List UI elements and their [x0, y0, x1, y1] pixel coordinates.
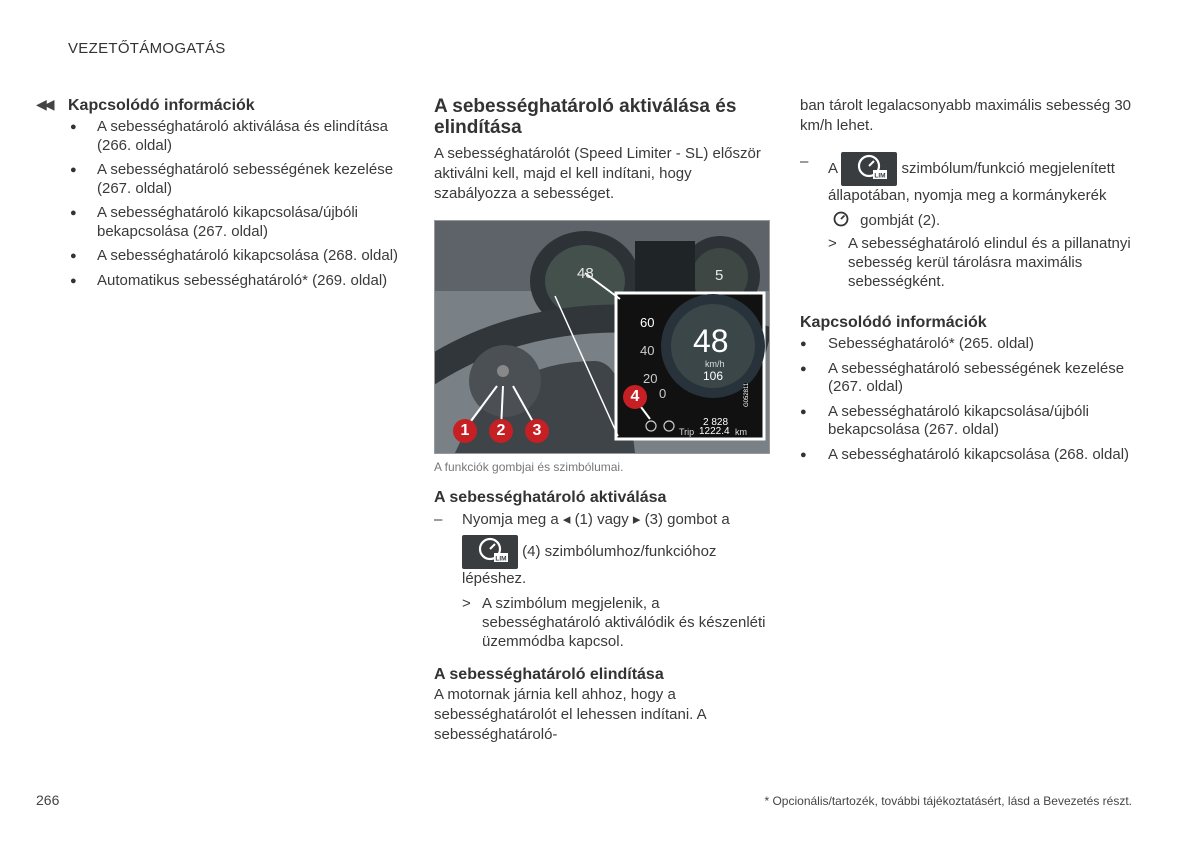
main-column [434, 96, 774, 745]
activate-heading: A sebességhatároló aktiválása [434, 489, 667, 506]
link-item[interactable]: ● A sebességhatároló kikapcsolása (268. oldal) [36, 247, 406, 266]
link-item[interactable]: ● A sebességhatároló sebességének kezelése (267. oldal) [36, 161, 406, 198]
link-item[interactable]: ● Automatikus sebességhatároló* (269. oldal) [36, 272, 406, 291]
set-speed: 106 [703, 369, 724, 383]
gauge-tick: 60 [640, 315, 655, 330]
trip-label: Trip [679, 427, 695, 437]
link-item[interactable]: ● A sebességhatároló kikapcsolása (268. oldal) [800, 446, 1140, 465]
link-item[interactable]: ● Sebességhatároló* (265. oldal) [800, 335, 1140, 354]
gauge-tick: 0 [659, 386, 667, 401]
right-column [800, 96, 1140, 470]
link-item[interactable]: ● A sebességhatároló kikapcsolása/újbóli bekapcsolása (267. oldal) [800, 403, 1140, 440]
section-title: VEZETŐTÁMOGATÁS [68, 40, 226, 57]
callout-1: 1 [453, 419, 477, 443]
related-info-heading: Kapcsolódó információk [800, 314, 987, 331]
steering-button-line: gombját (2). [800, 211, 1140, 230]
intro-text: A sebességhatárolót (Speed Limiter - SL) először aktiválni kell, majd el kell indítani, hogy szabályozza a sebességet. [434, 145, 761, 202]
activate-step: – Nyomja meg a ◂ (1) vagy ▸ (3) gombot a [434, 511, 730, 528]
speed-limiter-lim-icon [841, 152, 897, 186]
footnote: * Opcionális/tartozék, további tájékoztatásért, lásd a Bevezetés részt. [764, 794, 1132, 808]
start-heading: A sebességhatároló elindítása [434, 666, 664, 683]
trip-value: 1222.4 [699, 426, 730, 437]
speed-limiter-lim-icon [462, 535, 518, 569]
activate-result: > A szimbólum megjelenik, a sebességhatároló aktiválódik és készenléti üzemmódba kapcsol. [462, 595, 766, 650]
callout-2: 2 [489, 419, 513, 443]
trip-unit: km [735, 427, 747, 437]
double-chevron-left-icon: ◀◀ [36, 96, 52, 112]
gauge-tick: 20 [643, 371, 658, 386]
related-info-heading: Kapcsolódó információk [68, 97, 255, 114]
odometer: 2 828 [703, 417, 729, 428]
speed-limiter-gauge-icon [832, 211, 850, 227]
svg-text:LIM: LIM [495, 555, 507, 563]
speed-unit: km/h [705, 359, 725, 369]
small-speed-readout: 48 [577, 265, 594, 282]
callout-4: 4 [623, 385, 647, 409]
link-item[interactable]: ● A sebességhatároló aktiválása és elindítása (266. oldal) [36, 118, 406, 155]
related-info-left [36, 96, 406, 296]
start-text: A motornak járnia kell ahhoz, hogy a sebességhatárolót el lehessen indítani. A sebességhatároló- [434, 686, 706, 743]
page-number: 266 [36, 792, 60, 808]
section-heading: A sebességhatároló aktiválása és elindítása [434, 96, 737, 138]
link-item[interactable]: ● A sebességhatároló sebességének kezelése (267. oldal) [800, 360, 1140, 397]
callout-3: 3 [525, 419, 549, 443]
figure-caption: A funkciók gombjai és szimbólumai. [434, 460, 624, 474]
dashboard-figure [434, 220, 770, 454]
start-result: > A sebességhatároló elindul és a pillanatnyi sebesség kerül tárolásra maximális sebességként. [828, 235, 1131, 290]
start-step: – A LIM szimbólum/funkció megjelenített állapotában, nyomja meg a kormánykerék [800, 153, 1115, 204]
small-gear-readout: 5 [715, 267, 724, 284]
activate-step-cont: LIM (4) szimbólumhoz/funkcióhoz lépéshez. [434, 535, 774, 588]
image-code: G052811 [744, 382, 750, 407]
link-item[interactable]: ● A sebességhatároló kikapcsolása/újbóli bekapcsolása (267. oldal) [36, 204, 406, 241]
speed-display: 48 [693, 323, 729, 359]
continued-text: ban tárolt legalacsonyabb maximális sebesség 30 km/h lehet. [800, 97, 1132, 134]
gauge-tick: 40 [640, 343, 655, 358]
svg-text:LIM: LIM [874, 172, 886, 180]
